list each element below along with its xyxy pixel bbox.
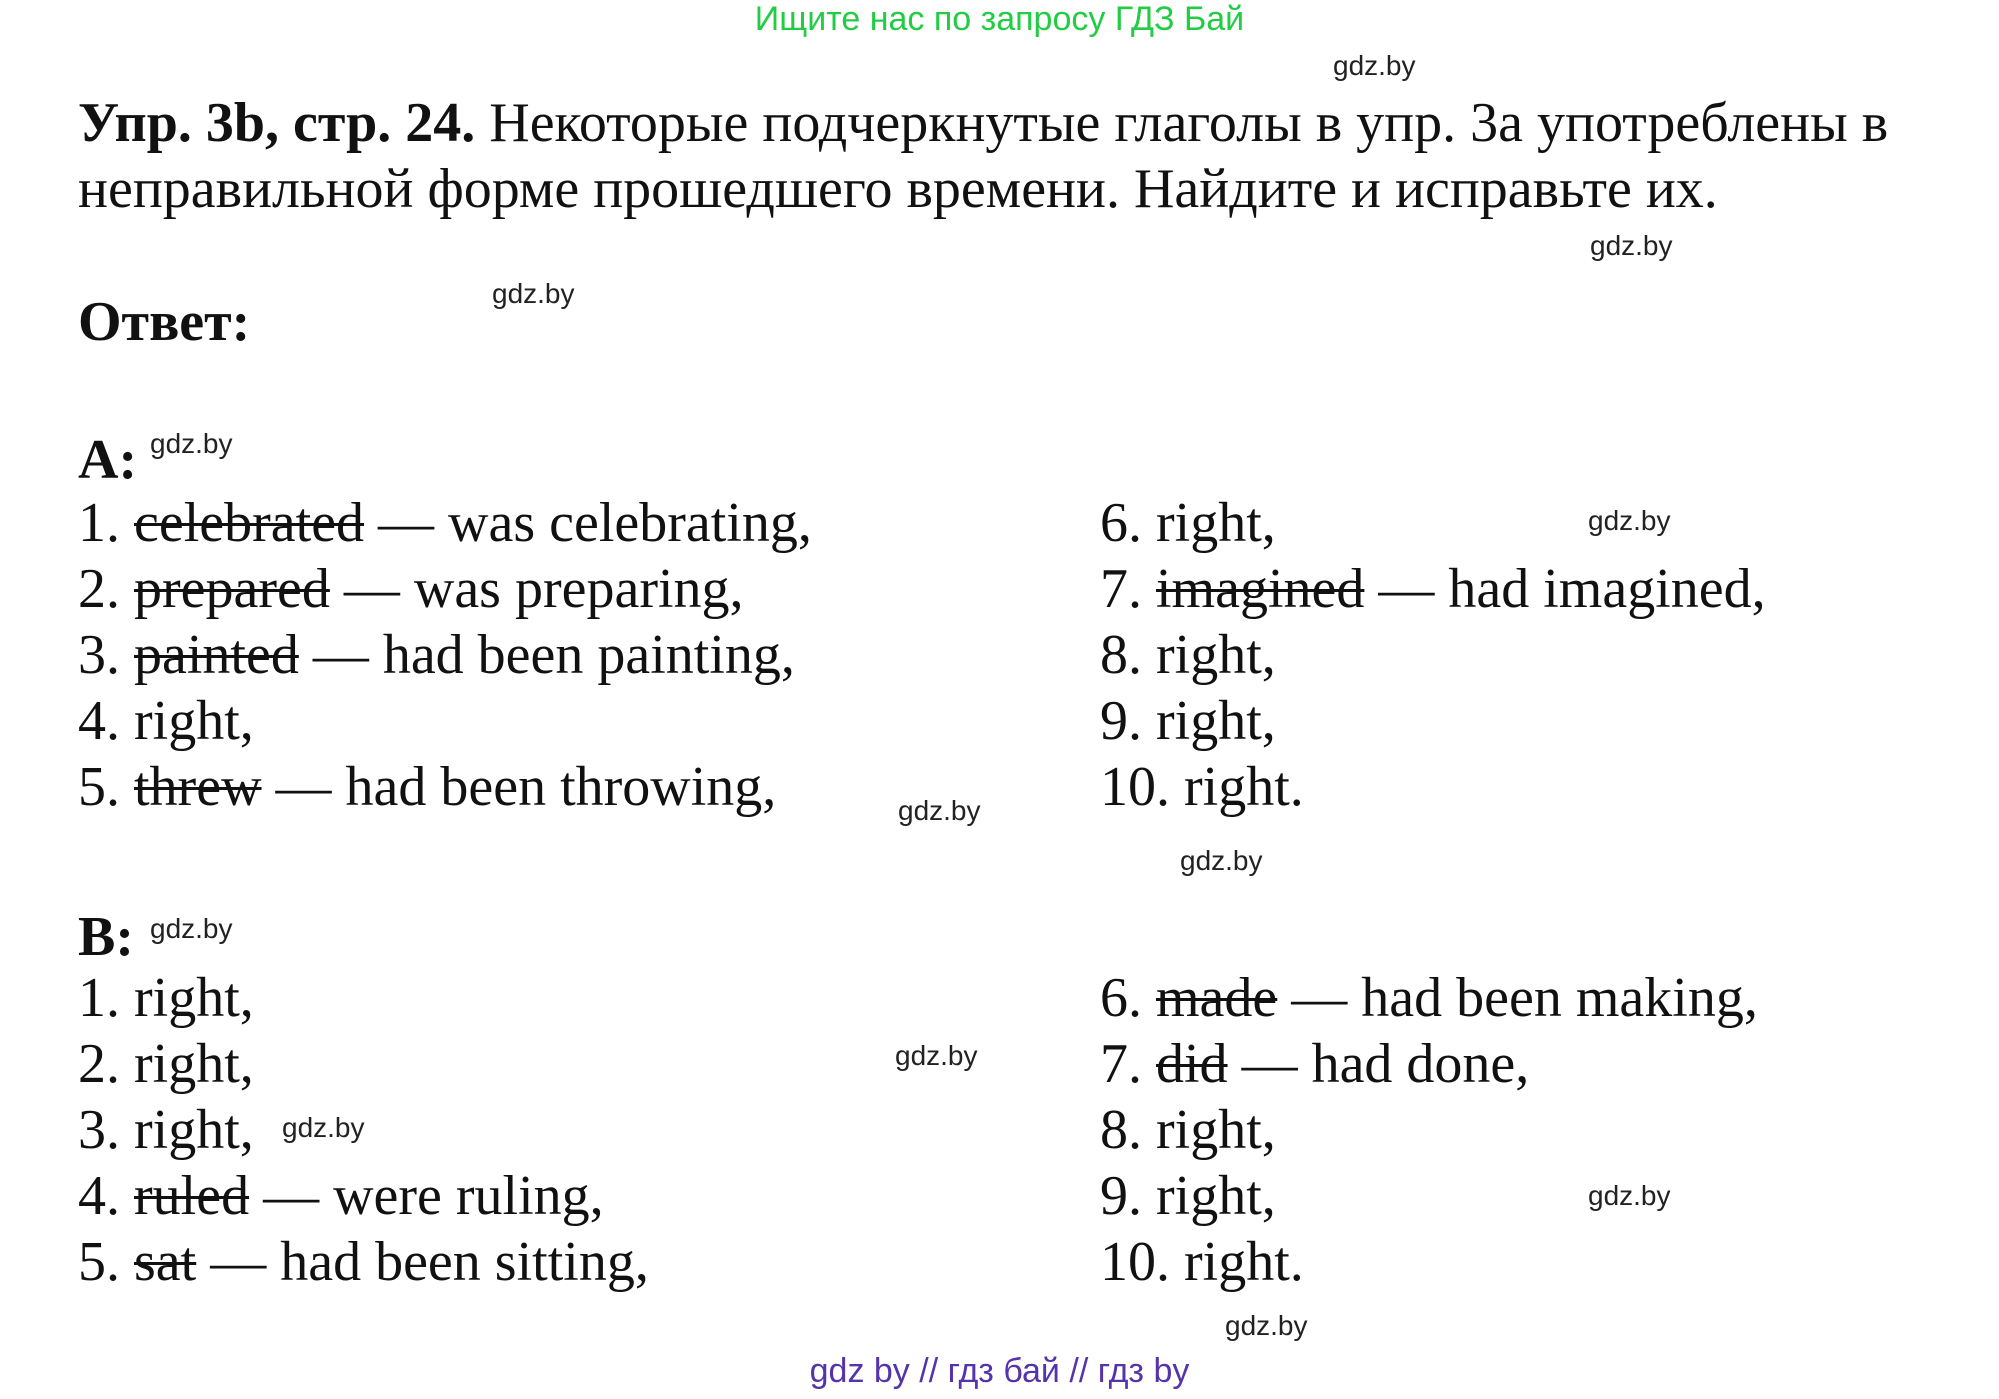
correction: right. [1184,1231,1304,1293]
section-b-label: B: [78,906,134,968]
struck-verb: did [1156,1033,1228,1095]
correction: had been painting, [382,624,795,686]
list-item [78,490,812,556]
item-number: 4. [78,690,120,752]
correction: had been making, [1361,967,1758,1029]
top-banner: Ищите нас по запросу ГДЗ Бай [754,0,1245,38]
list-item [78,688,812,754]
dash: — [261,756,346,818]
item-number: 7. [1100,1033,1142,1095]
watermark: gdz.by [282,1112,365,1143]
struck-verb: threw [134,756,262,818]
section-a-left-list [78,490,812,820]
dash: — [1277,967,1362,1029]
correction: right, [1156,1099,1276,1161]
item-number: 2. [78,1033,120,1095]
watermark: gdz.by [150,428,233,459]
struck-verb: made [1156,967,1278,1029]
correction: were ruling, [333,1165,604,1227]
correction: right, [1156,492,1276,554]
correction: right, [134,967,254,1029]
watermark: gdz.by [1180,845,1263,876]
list-item [1100,1229,1758,1295]
struck-verb: celebrated [134,492,365,554]
correction: right, [1156,690,1276,752]
correction: had been throwing, [345,756,777,818]
correction: right, [134,690,254,752]
item-number: 10. [1100,1231,1170,1293]
section-b-right-list [1100,965,1758,1295]
list-item [1100,622,1766,688]
list-item [1100,1097,1758,1163]
struck-verb: prepared [134,558,330,620]
list-item [78,1031,649,1097]
dash: — [298,624,383,686]
correction: right. [1184,756,1304,818]
list-item [78,754,812,820]
list-item [1100,1031,1758,1097]
item-number: 10. [1100,756,1170,818]
correction: right, [1156,1165,1276,1227]
watermark: gdz.by [1588,1180,1671,1211]
correction: was celebrating, [448,492,812,554]
item-number: 6. [1100,492,1142,554]
dash: — [329,558,414,620]
correction: right, [134,1033,254,1095]
dash: — [249,1165,334,1227]
correction: had done, [1311,1033,1530,1095]
item-number: 8. [1100,1099,1142,1161]
watermark: gdz.by [492,278,575,309]
struck-verb: painted [134,624,299,686]
list-item [78,622,812,688]
list-item [78,1163,649,1229]
correction: right, [134,1099,254,1161]
watermark: gdz.by [1590,230,1673,261]
list-item [78,556,812,622]
correction: had imagined, [1448,558,1766,620]
correction: was preparing, [413,558,744,620]
struck-verb: imagined [1156,558,1365,620]
item-number: 1. [78,967,120,1029]
item-number: 7. [1100,558,1142,620]
dash: — [1227,1033,1312,1095]
watermark: gdz.by [898,795,981,826]
exercise-number: Упр. 3b, стр. 24. [78,92,476,154]
list-item [1100,688,1766,754]
correction: right, [1156,624,1276,686]
item-number: 3. [78,1099,120,1161]
item-number: 5. [78,756,120,818]
list-item [1100,965,1758,1031]
watermark: gdz.by [1225,1310,1308,1341]
item-number: 8. [1100,624,1142,686]
section-a-label: A: [78,429,138,491]
section-a-right-list [1100,490,1766,820]
item-number: 6. [1100,967,1142,1029]
item-number: 1. [78,492,120,554]
item-number: 5. [78,1231,120,1293]
watermark: gdz.by [1333,50,1416,81]
list-item [1100,754,1766,820]
exercise-heading [78,90,1958,222]
correction: had been sitting, [280,1231,649,1293]
dash: — [1364,558,1449,620]
item-number: 4. [78,1165,120,1227]
watermark: gdz.by [1588,505,1671,536]
list-item [78,965,649,1031]
struck-verb: sat [134,1231,197,1293]
item-number: 3. [78,624,120,686]
exercise-text: Некоторые подчеркнутые глаголы в упр. 3а употреблены в неправильной форме прошедшего времени. Найдите и исправьте их. [78,92,1889,220]
answer-label: Ответ: [78,291,251,353]
watermark: gdz.by [895,1040,978,1071]
item-number: 9. [1100,1165,1142,1227]
dash: — [196,1231,281,1293]
item-number: 9. [1100,690,1142,752]
struck-verb: ruled [134,1165,250,1227]
watermark: gdz.by [150,913,233,944]
footer-links: gdz by // гдз бай // гдз by [809,1352,1190,1390]
list-item [78,1229,649,1295]
list-item [1100,556,1766,622]
dash: — [364,492,449,554]
item-number: 2. [78,558,120,620]
